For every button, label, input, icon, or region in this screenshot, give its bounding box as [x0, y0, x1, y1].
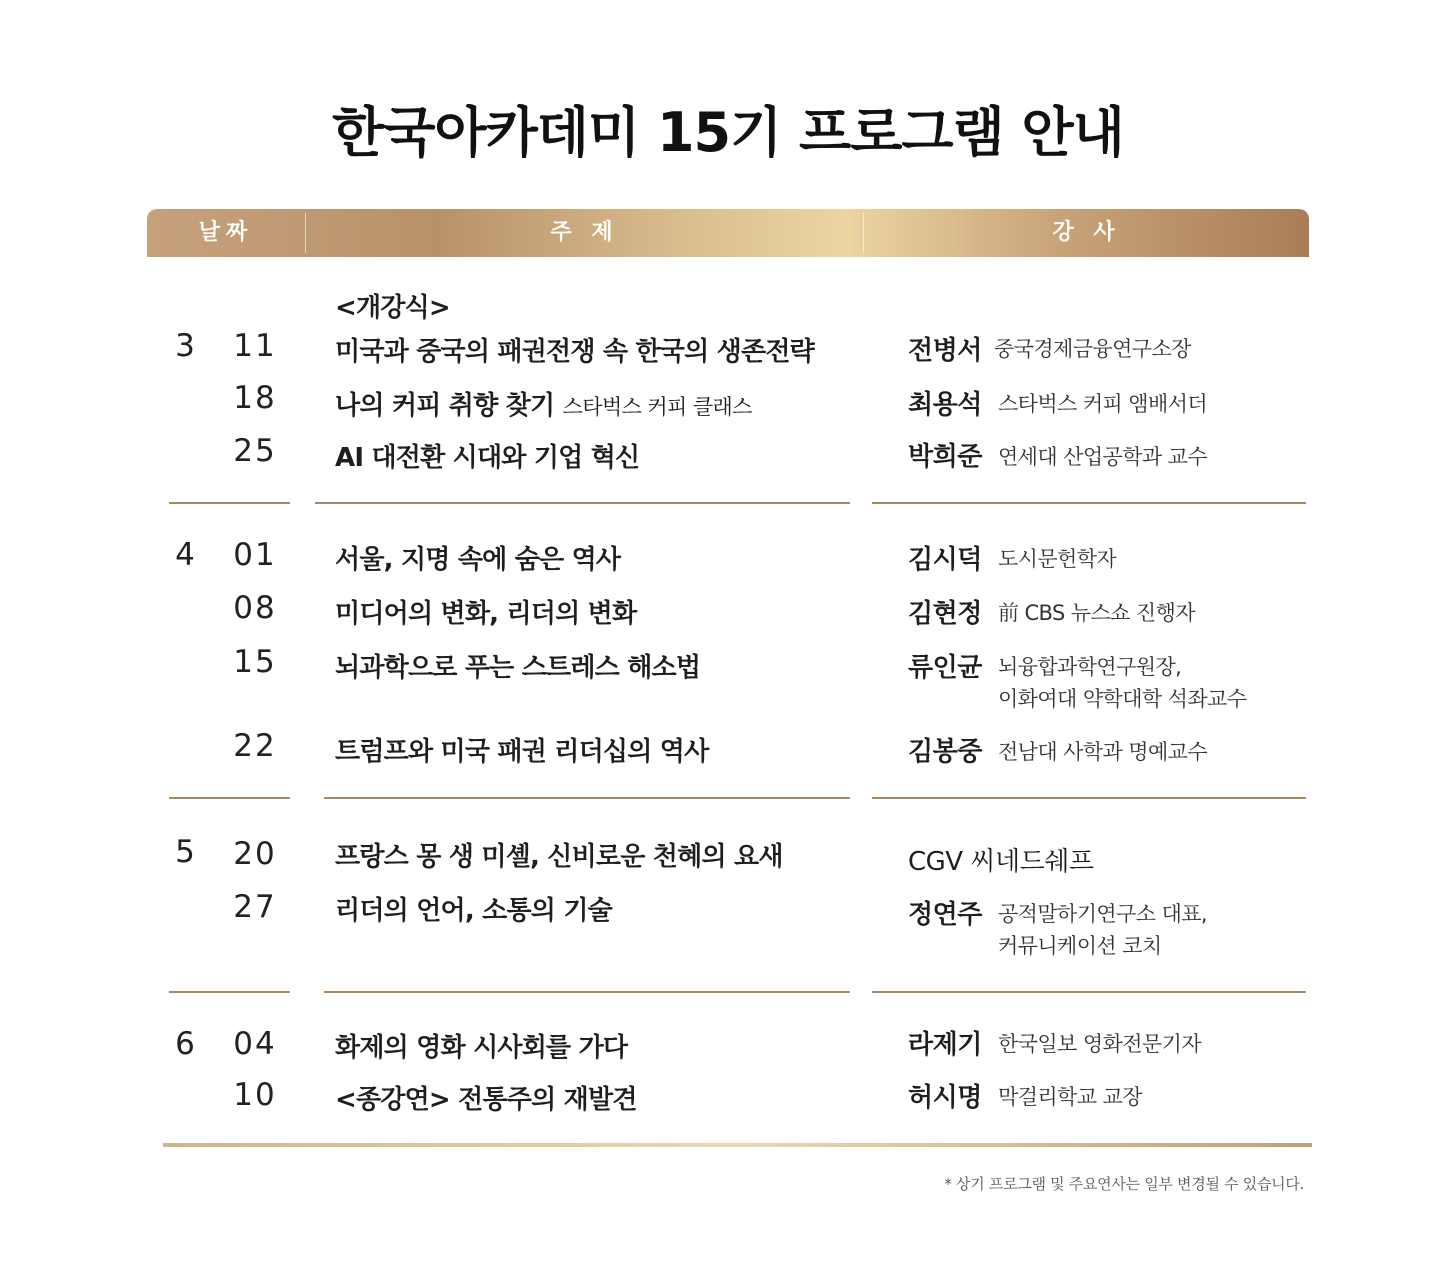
table-header	[147, 209, 1309, 257]
section-divider	[872, 797, 1306, 799]
section-divider	[872, 991, 1306, 993]
speaker-role: 공적말하기연구소 대표,	[998, 902, 1208, 926]
day-label: 27	[233, 889, 277, 925]
day-label: 22	[233, 728, 277, 764]
section-divider	[169, 797, 290, 799]
topic-label: 트럼프와 미국 패권 리더십의 역사	[335, 737, 709, 767]
section-divider	[872, 502, 1306, 504]
topic-label: 나의 커피 취향 찾기 스타벅스 커피 클래스	[335, 391, 752, 421]
section-divider	[324, 991, 850, 993]
speaker-name: 김시덕	[908, 545, 982, 575]
section-divider	[324, 797, 850, 799]
speaker-name: 최용석	[908, 390, 982, 420]
bottom-divider	[163, 1143, 1312, 1147]
month-label: 5	[175, 834, 195, 870]
speaker-role: 한국일보 영화전문기자	[998, 1032, 1201, 1056]
speaker-role: 스타벅스 커피 앰배서더	[998, 392, 1208, 416]
section-divider	[169, 991, 290, 993]
speaker-role: 막걸리학교 교장	[998, 1085, 1142, 1109]
header-speaker: 강 사	[1052, 220, 1121, 245]
day-label: 20	[233, 836, 277, 872]
month-label: 3	[175, 328, 195, 364]
speaker-role: 뇌융합과학연구원장,	[998, 655, 1182, 679]
day-label: 08	[233, 590, 277, 626]
day-label: 04	[233, 1026, 277, 1062]
topic-label: 미디어의 변화, 리더의 변화	[335, 599, 637, 629]
topic-label: 서울, 지명 속에 숨은 역사	[335, 545, 621, 575]
topic-label: 리더의 언어, 소통의 기술	[335, 896, 612, 926]
speaker-role: 도시문헌학자	[998, 547, 1117, 571]
topic-subtitle: 스타벅스 커피 클래스	[562, 395, 752, 419]
day-label: 01	[233, 537, 277, 573]
speaker-name: 김현정	[908, 599, 982, 629]
day-label: 10	[233, 1077, 277, 1113]
day-label: 15	[233, 644, 277, 680]
speaker-role-line2: 커뮤니케이션 코치	[998, 934, 1162, 958]
speaker-name: 김봉중	[908, 737, 982, 767]
speaker-role: 前 CBS 뉴스쇼 진행자	[998, 601, 1195, 625]
topic-label: 미국과 중국의 패권전쟁 속 한국의 생존전략	[335, 337, 814, 367]
footnote: * 상기 프로그램 및 주요연사는 일부 변경될 수 있습니다.	[944, 1175, 1304, 1193]
speaker-name: 허시명	[908, 1083, 982, 1113]
topic-label: 뇌과학으로 푸는 스트레스 해소법	[335, 653, 701, 683]
topic-label: <개강식>	[335, 293, 450, 323]
speaker-name: 박희준	[908, 442, 982, 472]
section-divider	[169, 502, 290, 504]
topic-label: <종강연> 전통주의 재발견	[335, 1085, 637, 1115]
speaker-name: CGV 씨네드쉐프	[908, 847, 1094, 877]
day-label: 25	[233, 433, 277, 469]
speaker-role: 중국경제금융연구소장	[994, 337, 1191, 361]
month-label: 4	[175, 537, 195, 573]
day-label: 18	[233, 380, 277, 416]
header-topic: 주 제	[550, 220, 619, 245]
header-date: 날짜	[198, 220, 254, 245]
speaker-role: 전남대 사학과 명예교수	[998, 740, 1208, 764]
topic-label: AI 대전환 시대와 기업 혁신	[335, 443, 640, 473]
page-title: 한국아카데미 15기 프로그램 안내	[332, 101, 1124, 164]
speaker-name: 전병서	[908, 336, 982, 366]
month-label: 6	[175, 1026, 195, 1062]
section-divider	[315, 502, 850, 504]
speaker-name: 정연주	[908, 900, 982, 930]
speaker-role: 연세대 산업공학과 교수	[998, 445, 1208, 469]
day-label: 11	[233, 328, 277, 364]
speaker-name: 류인균	[908, 653, 982, 683]
speaker-name: 라제기	[908, 1030, 982, 1060]
topic-label: 화제의 영화 시사회를 가다	[335, 1033, 628, 1063]
speaker-role-line2: 이화여대 약학대학 석좌교수	[998, 687, 1247, 711]
topic-label: 프랑스 몽 생 미셸, 신비로운 천혜의 요새	[335, 842, 783, 872]
